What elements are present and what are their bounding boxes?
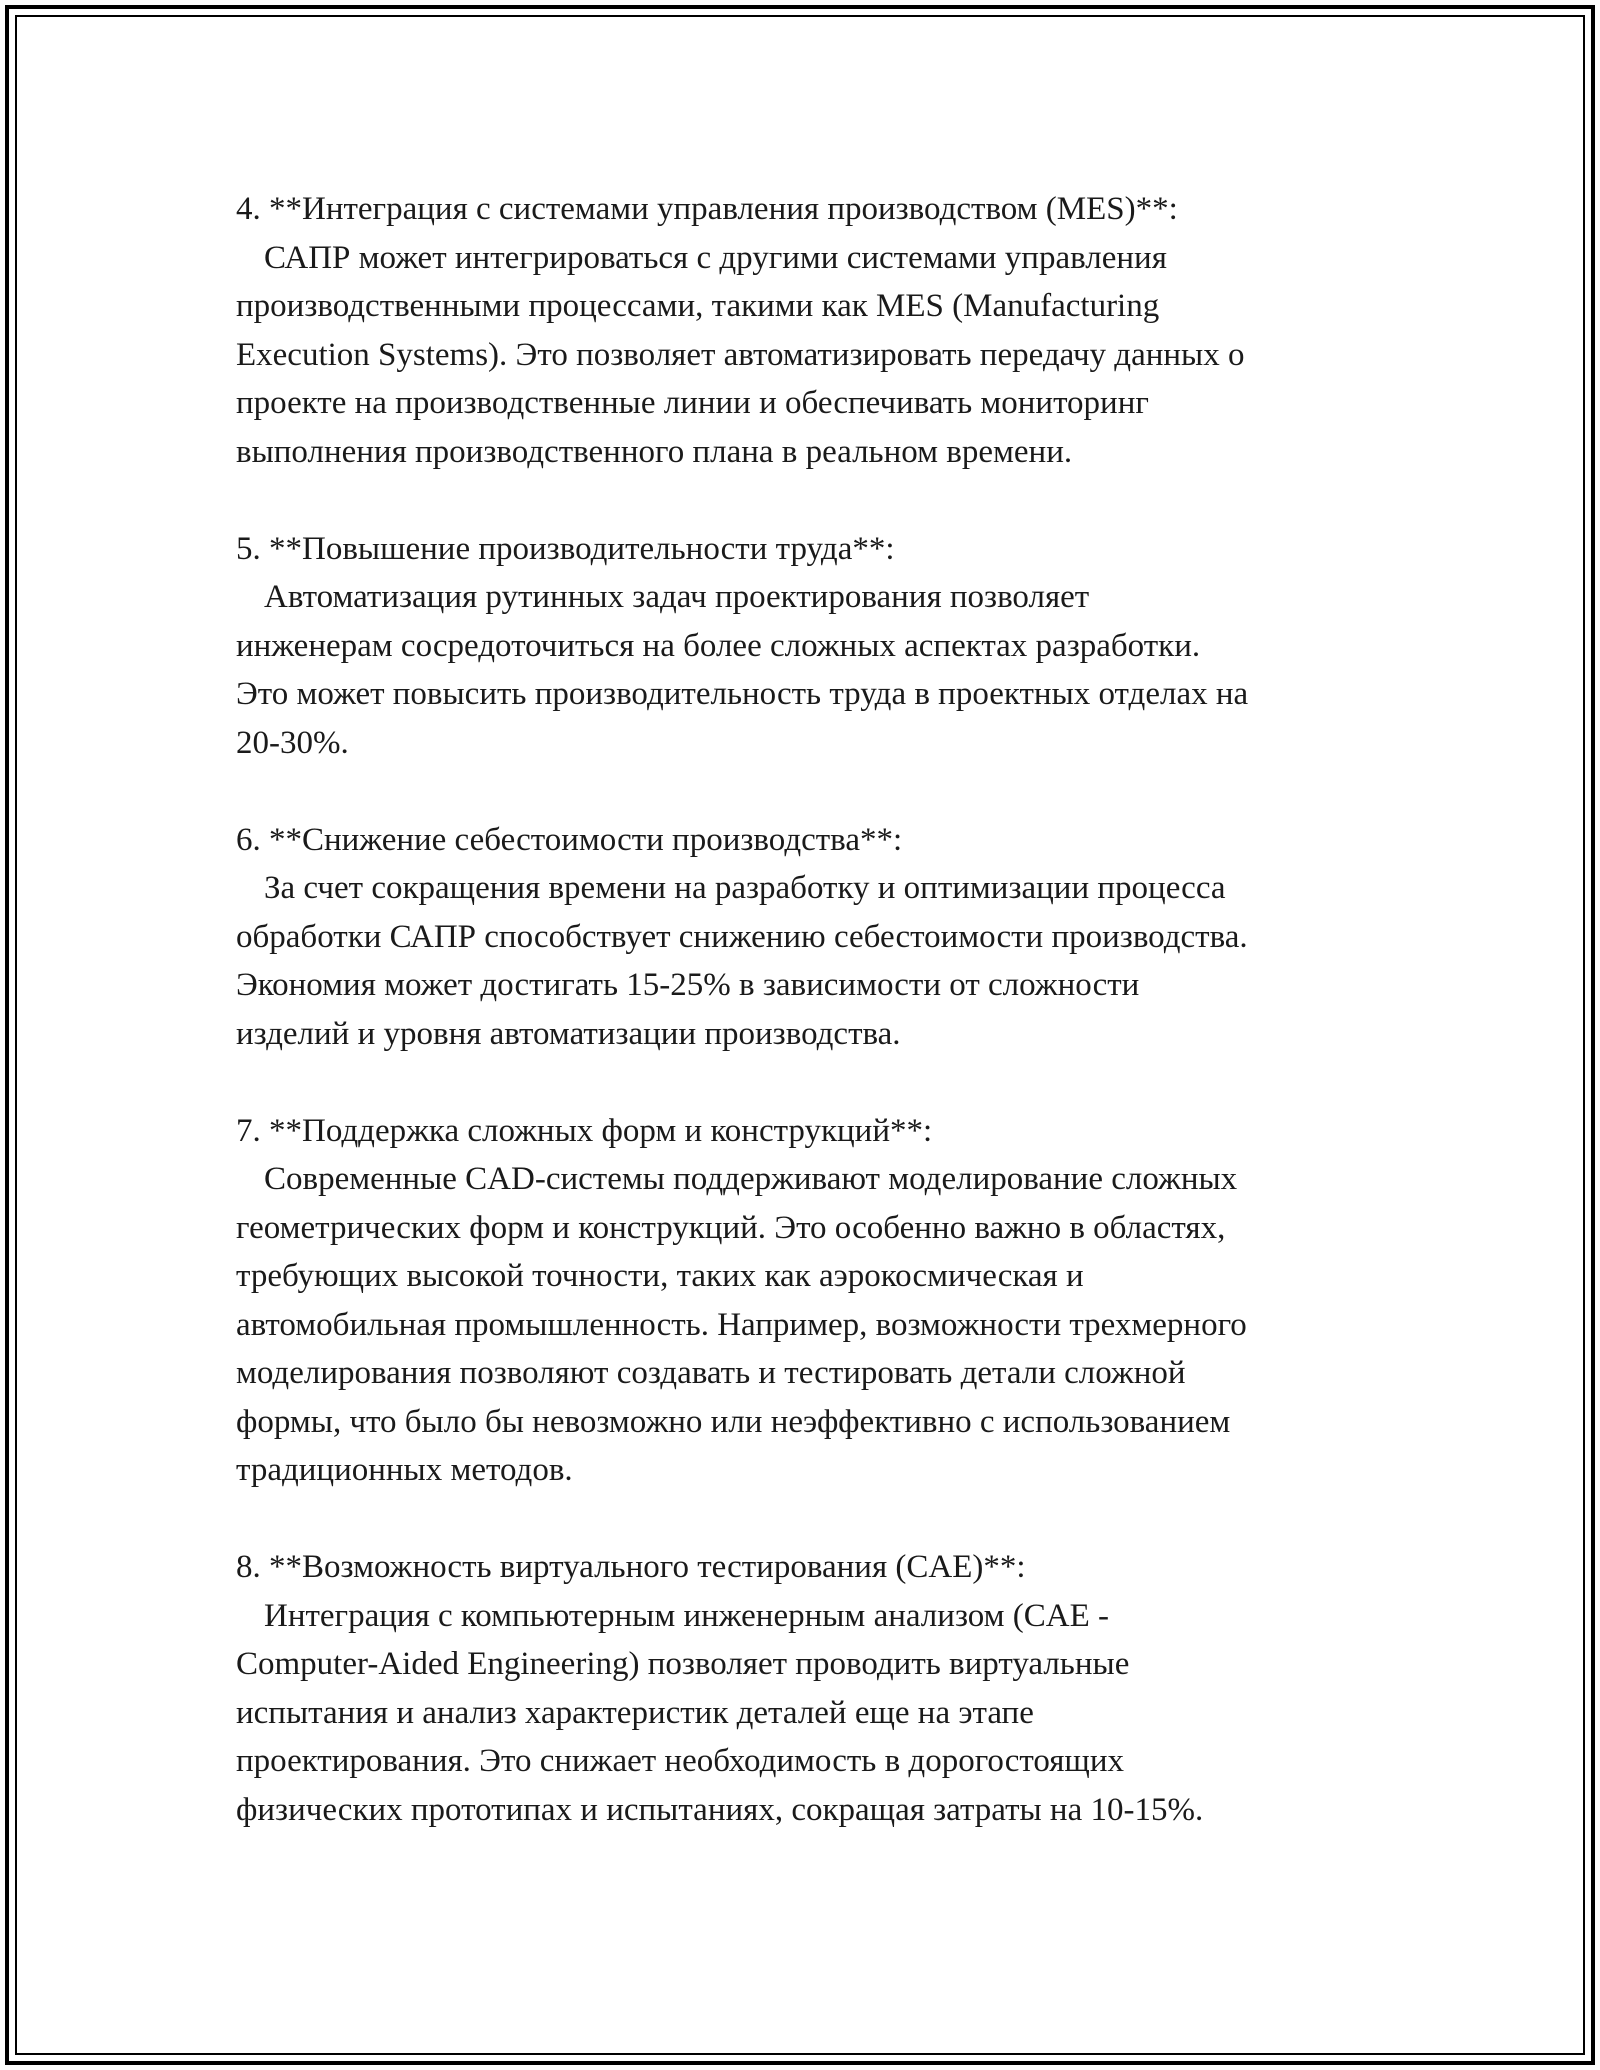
paragraph-line: производственными процессами, такими как MES (Manufacturing <box>236 288 1160 324</box>
section-mes-integration <box>236 185 1386 476</box>
section-heading: 5. **Повышение производительности труда**: <box>236 530 895 567</box>
section-heading: 8. **Возможность виртуального тестирования (CAE)**: <box>236 1549 1026 1585</box>
paragraph-line: изделий и уровня автоматизации производства. <box>236 1015 901 1052</box>
paragraph-line: 20-30%. <box>236 724 349 761</box>
paragraph-line: За счет сокращения времени на разработку и оптимизации процесса <box>264 870 1226 906</box>
paragraph-line: Это может повысить производительность труда в проектных отделах на <box>236 676 1249 712</box>
section-productivity <box>236 525 1386 768</box>
paragraph-line: формы, что было бы невозможно или неэффективно с использованием <box>236 1403 1231 1440</box>
paragraph-line: Интеграция с компьютерным инженерным анализом (CAE - <box>264 1597 1110 1634</box>
paragraph-line: моделирования позволяют создавать и тестировать детали сложной <box>236 1355 1186 1391</box>
paragraph-line: автомобильная промышленность. Например, возможности трехмерного <box>236 1306 1247 1343</box>
section-heading: 6. **Снижение себестоимости производства**: <box>236 821 903 858</box>
paragraph-line: требующих высокой точности, таких как аэрокосмическая и <box>236 1258 1084 1294</box>
paragraph-line: проекте на производственные линии и обеспечивать мониторинг <box>236 385 1149 421</box>
paragraph-line: инженерам сосредоточиться на более сложных аспектах разработки. <box>236 627 1201 664</box>
paragraph-line: выполнения производственного плана в реальном времени. <box>236 433 1073 470</box>
paragraph-line: Современные CAD-системы поддерживают моделирование сложных <box>264 1161 1238 1197</box>
paragraph-line: Computer-Aided Engineering) позволяет проводить виртуальные <box>236 1646 1130 1682</box>
paragraph-line: проектирования. Это снижает необходимость в дорогостоящих <box>236 1743 1125 1779</box>
section-heading: 4. **Интеграция с системами управления производством (MES)**: <box>236 191 1178 227</box>
paragraph-line: обработки САПР способствует снижению себестоимости производства. <box>236 918 1248 955</box>
section-heading: 7. **Поддержка сложных форм и конструкций**: <box>236 1112 933 1149</box>
paragraph-line: испытания и анализ характеристик деталей еще на этапе <box>236 1694 1034 1731</box>
paragraph-line: геометрических форм и конструкций. Это особенно важно в областях, <box>236 1209 1226 1246</box>
section-cost-reduction <box>236 816 1386 1059</box>
section-virtual-testing <box>236 1543 1386 1834</box>
paragraph-line: Автоматизация рутинных задач проектирования позволяет <box>264 579 1090 615</box>
paragraph-line: Execution Systems). Это позволяет автоматизировать передачу данных о <box>236 336 1245 373</box>
section-complex-shapes <box>236 1107 1386 1495</box>
paragraph-line: физических прототипах и испытаниях, сокращая затраты на 10-15%. <box>236 1791 1204 1828</box>
paragraph-line: традиционных методов. <box>236 1452 573 1488</box>
paragraph-line: САПР может интегрироваться с другими системами управления <box>264 239 1167 276</box>
document-body <box>236 185 1386 1883</box>
paragraph-line: Экономия может достигать 15-25% в зависимости от сложности <box>236 967 1140 1003</box>
